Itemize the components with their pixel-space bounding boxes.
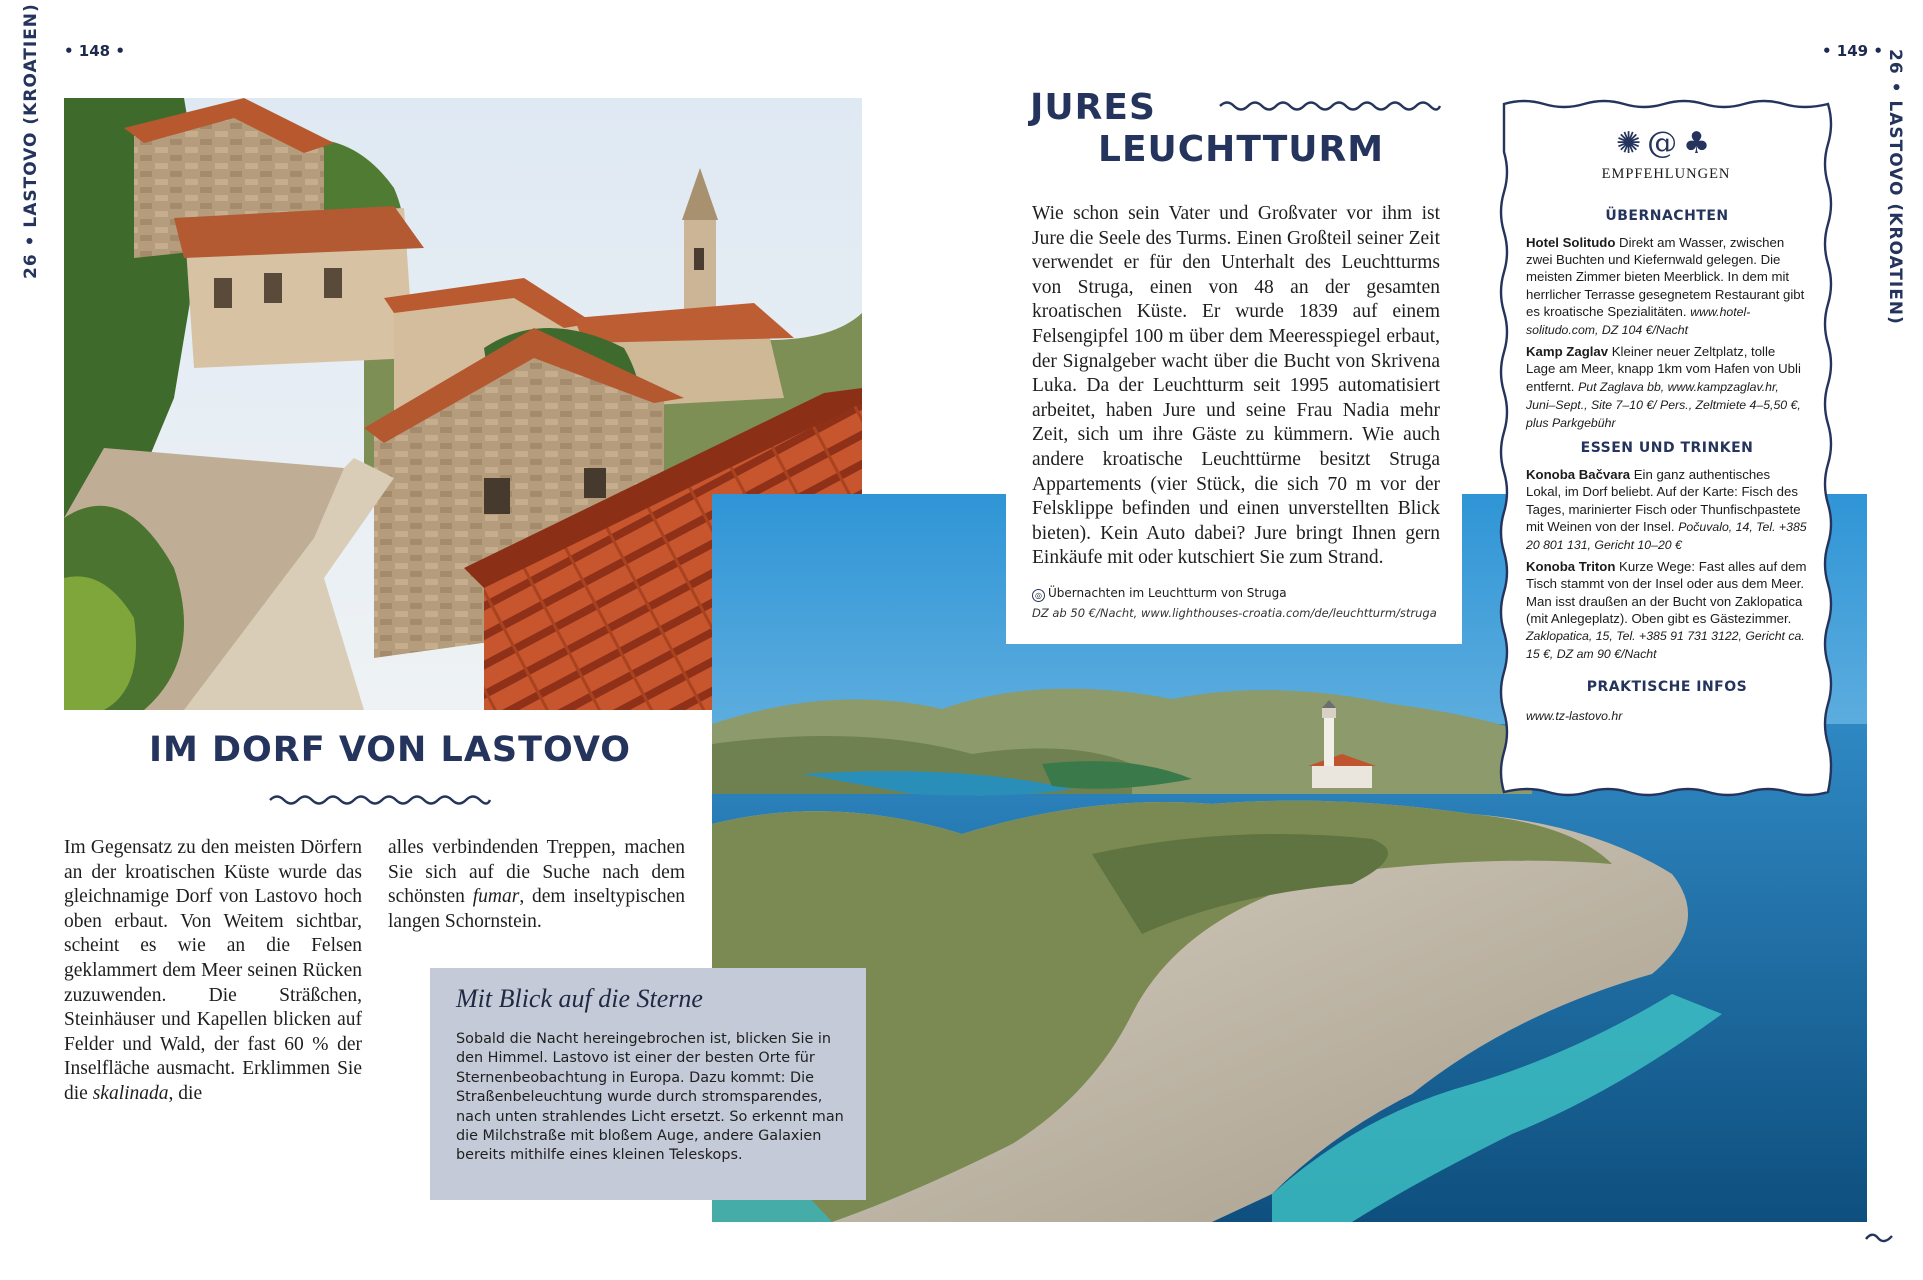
rec-entry-name: Hotel Solitudo xyxy=(1526,235,1616,250)
rec-entry-name: Konoba Triton xyxy=(1526,559,1616,575)
recommendations-label: EMPFEHLUNGEN xyxy=(1601,166,1731,182)
wave-icon xyxy=(1864,1230,1894,1244)
rec-entry-detail: Počuvalo, 14, Tel. +385 20 801 131, Gericht 10–20 € xyxy=(1526,519,1807,553)
recommendations-box xyxy=(1498,98,1834,798)
rec-heading-practical: PRAKTISCHE INFOS xyxy=(1586,679,1748,696)
rec-entry-name: Konoba Bačvara xyxy=(1526,467,1631,483)
crab-icon: ✺ xyxy=(1615,126,1648,161)
rec-entry-detail: www.hotel-solitudo.com, DZ 104 €/Nacht xyxy=(1526,304,1751,338)
rec-entry-detail: Put Zaglava bb, www.kampzaglav.hr, Juni–Sept., Site 7–10 €/ Pers., Zeltmiete 4–5,50 €, plus Parkgebühr xyxy=(1526,379,1801,431)
rec-heading-overnight: ÜBERNACHTEN xyxy=(1605,208,1729,224)
village-title: IM DORF VON LASTOVO xyxy=(148,730,632,770)
stars-box-title: Mit Blick auf die Sterne xyxy=(456,984,703,1013)
rec-entry-hotel-solitudo xyxy=(1526,234,1808,339)
rec-entry-konoba-bacvara xyxy=(1526,466,1808,554)
wave-divider-lighthouse xyxy=(1218,98,1442,114)
stars-box-text: Sobald die Nacht hereingebrochen ist, blicken Sie in den Himmel. Lastovo ist einer der besten Orte für Sternenbeobachtung in Europa. Dazu kommt: Die Straßenbeleuchtung wurde durch stromsparendes, nach unten strahlendes Licht ersetzt. So erkennt man die Milchstraße mit bloßem Auge, andere Galaxien bereits mithilfe eines kleinen Teleskops. xyxy=(456,1031,844,1164)
lighthouse-info xyxy=(1032,586,1452,620)
lighthouse-title-line1: JURES xyxy=(1030,87,1156,128)
rec-entry-website xyxy=(1526,707,1808,725)
rec-entry-detail: www.tz-lastovo.hr xyxy=(1526,709,1623,724)
rec-heading-food: ESSEN UND TRINKEN xyxy=(1580,440,1754,457)
village-text-col2-b: , dem inseltypischen langen Schornstein. xyxy=(388,886,685,932)
rec-entry-text: Direkt am Wasser, zwischen zwei Buchten und Kiefernwald gelegen. Die meisten Zimmer bieten Meerblick. In dem mit herrlicher Terrasse gesegnetem Restaurant gibt es kroatische Spezialitäten. xyxy=(1526,235,1805,319)
page-number-left: • 148 • xyxy=(64,42,125,60)
wave-divider-village xyxy=(268,792,492,808)
side-label-left xyxy=(21,3,41,279)
recommendations-content xyxy=(1526,208,1808,726)
snail-icon: @ xyxy=(1647,126,1684,161)
side-label-left-text: 26 • LASTOVO (KROATIEN) xyxy=(21,3,41,279)
lighthouse-text-panel xyxy=(1006,78,1462,644)
village-text-col1 xyxy=(64,836,362,1107)
octopus-icon: ♣ xyxy=(1683,126,1717,161)
recommendations-icons xyxy=(1498,126,1834,161)
rec-entry-konoba-triton xyxy=(1526,558,1808,663)
rec-entry-text: Ein ganz authentisches Lokal, im Dorf beliebt. Auf der Karte: Fisch des Tages, marinierter Fisch oder Thunfischpastete mit Weinen von der Insel. xyxy=(1526,467,1801,534)
side-label-right xyxy=(1885,48,1905,325)
lighthouse-title-line2: LEUCHTTURM xyxy=(1098,129,1385,170)
village-text-col2-a: alles verbindenden Treppen, machen Sie sich auf die Suche nach dem schönsten xyxy=(388,837,685,908)
side-label-right-text: 26 • LASTOVO (KROATIEN) xyxy=(1885,49,1905,325)
lighthouse-text: Wie schon sein Vater und Großvater vor ihm ist Jure die Seele des Turms. Einen Großteil seiner Zeit verwendet er für den Unterhalt des Leuchtturms von Struga, einen von 48 an der gesamten kroatischen Küste. Er wurde 1839 auf einem Felsengipfel 100 m über dem Meeresspiegel erbaut, der Signalgeber wacht über die Bucht von Skrivena Luka. Da der Leuchtturm seit 1995 automatisiert arbeitet, haben Jure und seine Frau Nadia mehr Zeit, sich um ihre Gäste zu kümmern. Wie auch andere kroatische Leuchttürme besitzt Struga Appartements (vier Stück, die sich 70 m vor der Felsklippe befinden und einen unverstellten Blick bieten). Kein Auto dabei? Jure bringt Ihnen gern Einkäufe mit oder kutschiert Sie zum Strand. xyxy=(1032,203,1440,569)
rec-entry-text: Kleiner neuer Zeltplatz, tolle Lage am Meer, knapp 1km vom Hafen von Ubli entfernt. xyxy=(1526,344,1801,394)
village-text-col1-b: , die xyxy=(168,1082,203,1104)
stars-box xyxy=(430,968,866,1200)
page-number-right: • 149 • xyxy=(1822,42,1883,60)
rec-entry-name: Kamp Zaglav xyxy=(1526,344,1609,360)
village-text-col1-a: Im Gegensatz zu den meisten Dörfern an der kroatischen Küste wurde das gleichnamige Dorf von Lastovo hoch oben erbaut. Von Weitem sichtbar, scheint es wie an die Felsen geklammert dem Meer seinen Rücken zuzuwenden. Die Sträßchen, Steinhäuser und Kapellen blicken auf Felder und Wald, der fast 60 % der Inselfläche ausmacht. Erklimmen Sie die xyxy=(64,837,362,1104)
rec-entry-kamp-zaglav xyxy=(1526,343,1808,432)
pin-icon: ◎ xyxy=(1032,589,1045,602)
lighthouse-info-title: Übernachten im Leuchtturm von Struga xyxy=(1048,586,1287,600)
lighthouse-info-detail: DZ ab 50 €/Nacht, www.lighthouses-croatia.com/de/leuchtturm/struga xyxy=(1032,606,1437,620)
village-text-col2-em: fumar xyxy=(472,886,520,908)
village-text-col1-em: skalinada xyxy=(92,1082,169,1104)
village-text-col2 xyxy=(388,836,685,934)
rec-entry-text: Kurze Wege: Fast alles auf dem Tisch stammt von der Insel oder aus dem Meer. Man isst draußen an der Bucht von Zaklopatica (mit Anlegeplatz). Oben gibt es Gästezimmer. xyxy=(1526,559,1807,626)
rec-entry-detail: Zaklopatica, 15, Tel. +385 91 731 3122, Gericht ca. 15 €, DZ am 90 €/Nacht xyxy=(1526,629,1805,662)
